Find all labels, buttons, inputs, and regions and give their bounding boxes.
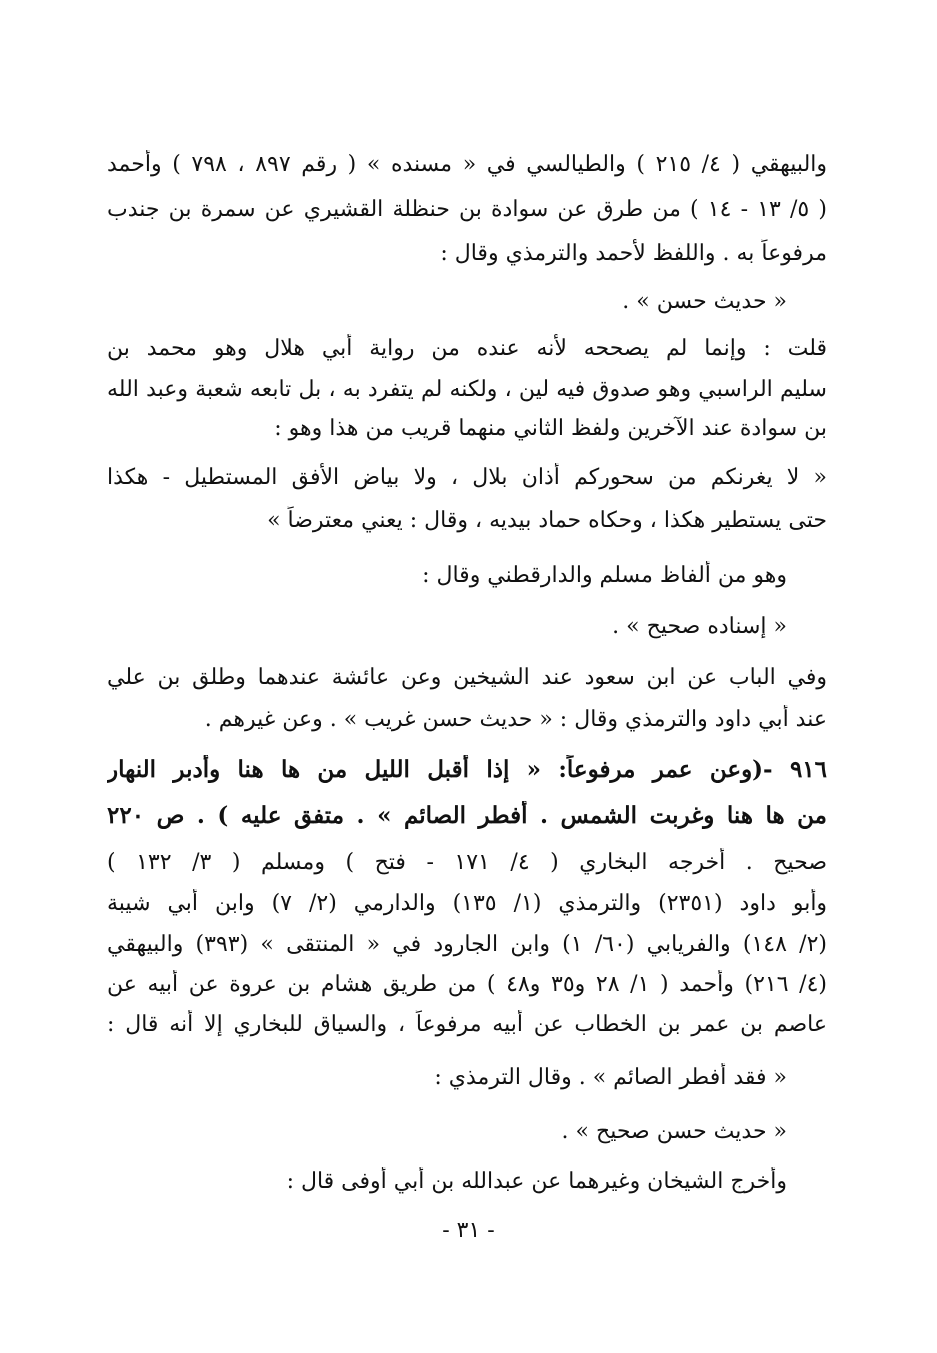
quote-line: « حديث حسن صحيح » . xyxy=(561,1119,787,1144)
text-line: وفي الباب عن ابن سعود عند الشيخين وعن عائشة عندهما وطلق بن علي xyxy=(107,665,827,690)
text-line: عند أبي داود والترمذي وقال : « حديث حسن غريب » . وعن غيرهم . xyxy=(204,707,827,732)
quote-line: « لا يغرنكم من سحوركم أذان بلال ، ولا بياض الأفق المستطيل - هكذا xyxy=(107,465,827,490)
text-line: قلت : وإنما لم يصححه لأنه عنده من رواية أبي هلال وهو محمد بن xyxy=(107,336,827,361)
text-line: وهو من ألفاظ مسلم والدارقطني وقال : xyxy=(422,563,787,588)
quote-line: « إسناده صحيح » . xyxy=(612,614,787,639)
text-line: مرفوعاً به . واللفظ لأحمد والترمذي وقال : xyxy=(440,241,827,266)
quote-line: حتى يستطير هكذا ، وحكاه حماد بيديه ، وقال : يعني معترضاً » xyxy=(267,508,827,533)
text-line: وأبو داود (٢٣٥١) والترمذي (١/ ١٣٥) والدارمي (٢/ ٧) وابن أبي شيبة xyxy=(107,891,827,916)
quote-line: « حديث حسن » . xyxy=(622,289,787,314)
text-line: بن سوادة عند الآخرين ولفظ الثاني منهما قريب من هذا وهو : xyxy=(274,416,827,441)
hadith-heading-line: من ها هنا وغربت الشمس . أفطر الصائم » . متفق عليه ) . ص ٢٢٠ xyxy=(107,802,827,829)
text-line: سليم الراسبي وهو صدوق فيه لين ، ولكنه لم يتفرد به ، بل تابعه شعبة وعبد الله xyxy=(107,377,827,402)
text-line: وأخرج الشيخان وغيرهما عن عبدالله بن أبي أوفى قال : xyxy=(286,1169,787,1194)
text-line: عاصم بن عمر بن الخطاب عن أبيه مرفوعاً ، والسياق للبخاري إلا أنه قال : xyxy=(107,1012,827,1037)
quote-line: « فقد أفطر الصائم » . وقال الترمذي : xyxy=(434,1065,787,1090)
hadith-heading-line: ٩١٦ -(وعن عمر مرفوعاً: « إذا أقبل الليل من ها هنا وأدبر النهار xyxy=(107,756,827,783)
text-line: (٢/ ١٤٨) والفريابي (٦٠/ ١) وابن الجارود في « المنتقى » (٣٩٣) والبيهقي xyxy=(107,932,827,957)
text-line: ( ٥/ ١٣ - ١٤ ) من طرق عن سوادة بن حنظلة القشيري عن سمرة بن جندب xyxy=(107,197,827,222)
page-number: - ٣١ - xyxy=(442,1218,495,1243)
text-line: صحيح . أخرجه البخاري ( ٤/ ١٧١ - فتح ) ومسلم ( ٣/ ١٣٢ ) xyxy=(107,850,827,875)
text-line: والبيهقي ( ٤/ ٢١٥ ) والطيالسي في « مسنده » ( رقم ٨٩٧ ، ٧٩٨ ) وأحمد xyxy=(107,152,827,177)
text-line: (٤/ ٢١٦) وأحمد ( ١/ ٢٨ و٣٥ و٤٨ ) من طريق هشام بن عروة عن أبيه عن xyxy=(107,972,827,997)
